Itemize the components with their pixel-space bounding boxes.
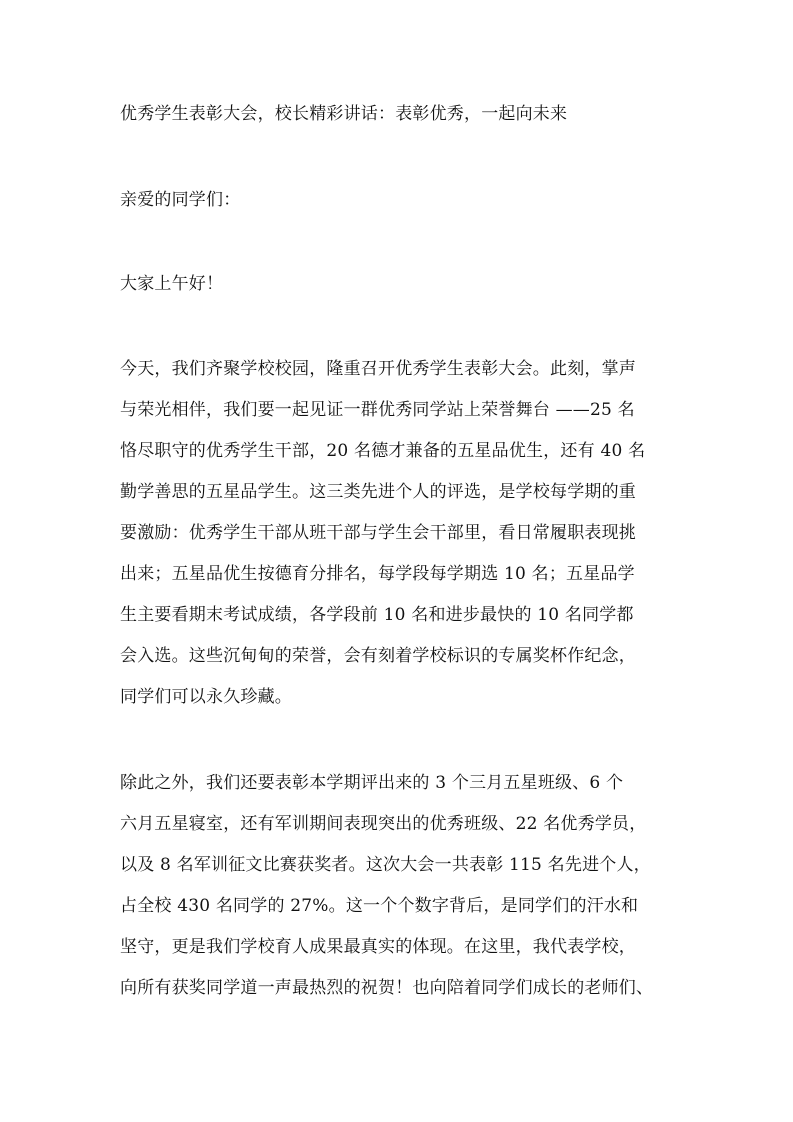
paragraph-1-line: 恪尽职守的优秀学生干部，20 名德才兼备的五星品优生，还有 40 名 (120, 441, 646, 461)
paragraph-1-line: 勤学善思的五星品学生。这三类先进个人的评选，是学校每学期的重 (120, 482, 636, 502)
paragraph-1-line: 与荣光相伴，我们要一起见证一群优秀同学站上荣誉舞台 ——25 名 (120, 400, 635, 420)
paragraph-1-line: 今天，我们齐聚学校校园，隆重召开优秀学生表彰大会。此刻，掌声 (120, 359, 636, 379)
salutation: 亲爱的同学们： (120, 190, 241, 210)
paragraph-1-line: 出来；五星品优生按德育分排名，每学段每学期选 10 名；五星品学 (120, 564, 635, 584)
paragraph-2-line: 坚守，更是我们学校育人成果最真实的体现。在这里，我代表学校， (120, 937, 636, 957)
document-title: 优秀学生表彰大会，校长精彩讲话：表彰优秀，一起向未来 (120, 104, 568, 124)
paragraph-2-line: 向所有获奖同学道一声最热烈的祝贺！也向陪着同学们成长的老师们、 (120, 978, 654, 998)
paragraph-2-line: 占全校 430 名同学的 27%。这一个个数字背后，是同学们的汗水和 (120, 896, 639, 916)
paragraph-2-line: 除此之外，我们还要表彰本学期评出来的 3 个三月五星班级、6 个 (120, 773, 624, 793)
paragraph-1-line: 要激励：优秀学生干部从班干部与学生会干部里，看日常履职表现挑 (120, 523, 636, 543)
paragraph-2-line: 六月五星寝室，还有军训期间表现突出的优秀班级、22 名优秀学员， (120, 814, 647, 834)
paragraph-1-line: 同学们可以永久珍藏。 (120, 687, 292, 707)
paragraph-1-line: 生主要看期末考试成绩，各学段前 10 名和进步最快的 10 名同学都 (120, 605, 634, 625)
paragraph-2-line: 以及 8 名军训征文比赛获奖者。这次大会一共表彰 115 名先进个人， (120, 855, 651, 875)
greeting: 大家上午好！ (120, 274, 224, 294)
paragraph-1-line: 会入选。这些沉甸甸的荣誉，会有刻着学校标识的专属奖杯作纪念， (120, 646, 636, 666)
